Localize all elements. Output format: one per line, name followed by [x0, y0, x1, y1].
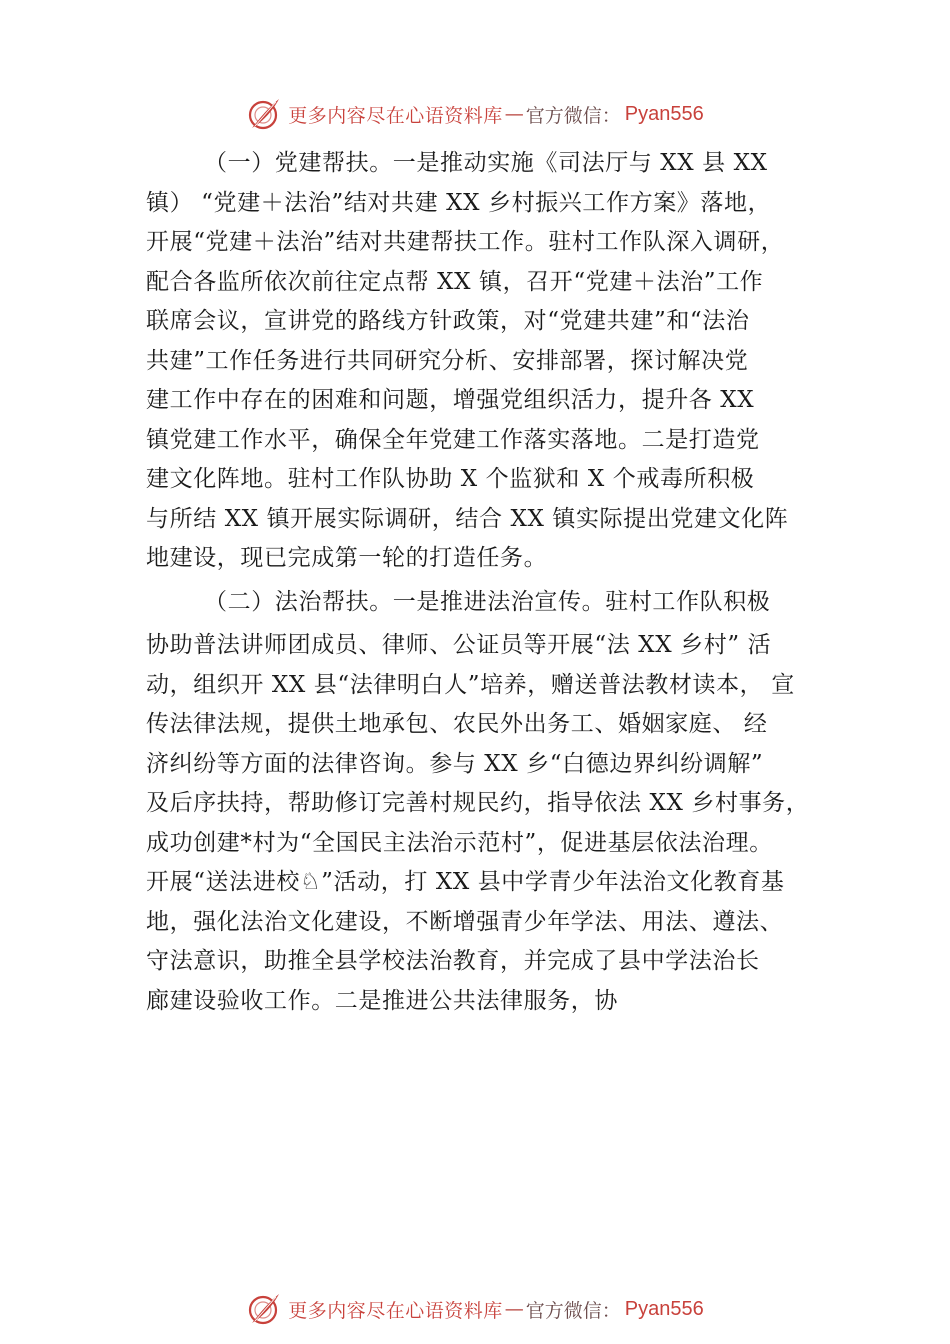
text-line: 动，组织开 XX 县“法律明白人”培养，赠送普法教材读本， 宣 — [146, 671, 795, 698]
text-line: 廊建设验收工作。二是推进公共法律服务，协 — [146, 987, 618, 1014]
wechat-account: Pyan556 — [624, 1297, 704, 1320]
wechat-account: Pyan556 — [624, 102, 704, 125]
text-line: 开展“党建＋法治”结对共建帮扶工作。驻村工作队深入调研， — [146, 229, 785, 255]
footer-watermark-banner — [0, 1287, 950, 1331]
text-line: 建工作中存在的困难和问题，增强党组织活力，提升各 XX — [146, 387, 755, 413]
text-line: 地建设，现已完成第一轮的打造任务。 — [146, 545, 548, 571]
text-line: 建文化阵地。驻村工作队协助 X 个监狱和 X 个戒毒所积极 — [146, 466, 755, 492]
text-line: 济纠纷等方面的法律咨询。参与 XX 乡“白德边界纠纷调解” — [146, 750, 764, 777]
text-line: 地，强化法治文化建设，不断增强青少年学法、用法、遵法、 — [146, 908, 784, 935]
text-line: 与所结 XX 镇开展实际调研，结合 XX 镇实际提出党建文化阵 — [146, 505, 789, 532]
text-line: （二）法治帮扶。一是推进法治宣传。驻村工作队积极 — [204, 588, 771, 615]
text-line: （一）党建帮扶。一是推动实施《司法厅与 XX 县 XX — [204, 150, 768, 176]
text-line: 共建”工作任务进行共同研究分析、安排部署，探讨解决党 — [146, 347, 749, 374]
brand-text: 更多内容尽在心语资料库 — [288, 1299, 503, 1322]
document-body — [146, 144, 822, 1021]
wechat-label: 官方微信： — [525, 104, 621, 127]
text-line: 镇） “党建＋法治”结对共建 XX 乡村振兴工作方案》落地， — [146, 189, 772, 216]
text-line: 守法意识，助推全县学校法治教育，并完成了县中学法治长 — [146, 948, 760, 974]
banner-dash: — — [504, 1298, 524, 1320]
quill-seal-logo-icon — [246, 1291, 282, 1327]
paragraph-party-building — [146, 144, 822, 579]
quill-seal-logo-icon — [246, 96, 282, 132]
text-line: 镇党建工作水平，确保全年党建工作落实落地。二是打造党 — [146, 426, 760, 453]
wechat-label: 官方微信： — [525, 1299, 621, 1322]
text-line: 开展“送法进校♘”活动，打 XX 县中学青少年法治文化教育基 — [146, 869, 785, 895]
brand-text: 更多内容尽在心语资料库 — [288, 104, 503, 127]
text-line: 成功创建*村为“全国民主法治示范村”，促进基层依法治理。 — [146, 829, 773, 856]
banner-dash: — — [504, 103, 524, 125]
text-line: 联席会议，宣讲党的路线方针政策，对“党建共建”和“法治 — [146, 308, 750, 334]
header-watermark-banner — [0, 92, 950, 136]
text-line: 传法律法规，提供土地承包、农民外出务工、婚姻家庭、 经 — [146, 711, 768, 737]
text-line: 配合各监所依次前往定点帮 XX 镇，召开“党建＋法治”工作 — [146, 268, 764, 295]
paragraph-rule-of-law — [146, 583, 822, 1022]
text-line: 及后序扶持，帮助修订完善村规民约，指导依法 XX 乡村事务， — [146, 790, 810, 816]
text-line: 协助普法讲师团成员、律师、公证员等开展“法 XX 乡村” 活 — [146, 632, 772, 658]
